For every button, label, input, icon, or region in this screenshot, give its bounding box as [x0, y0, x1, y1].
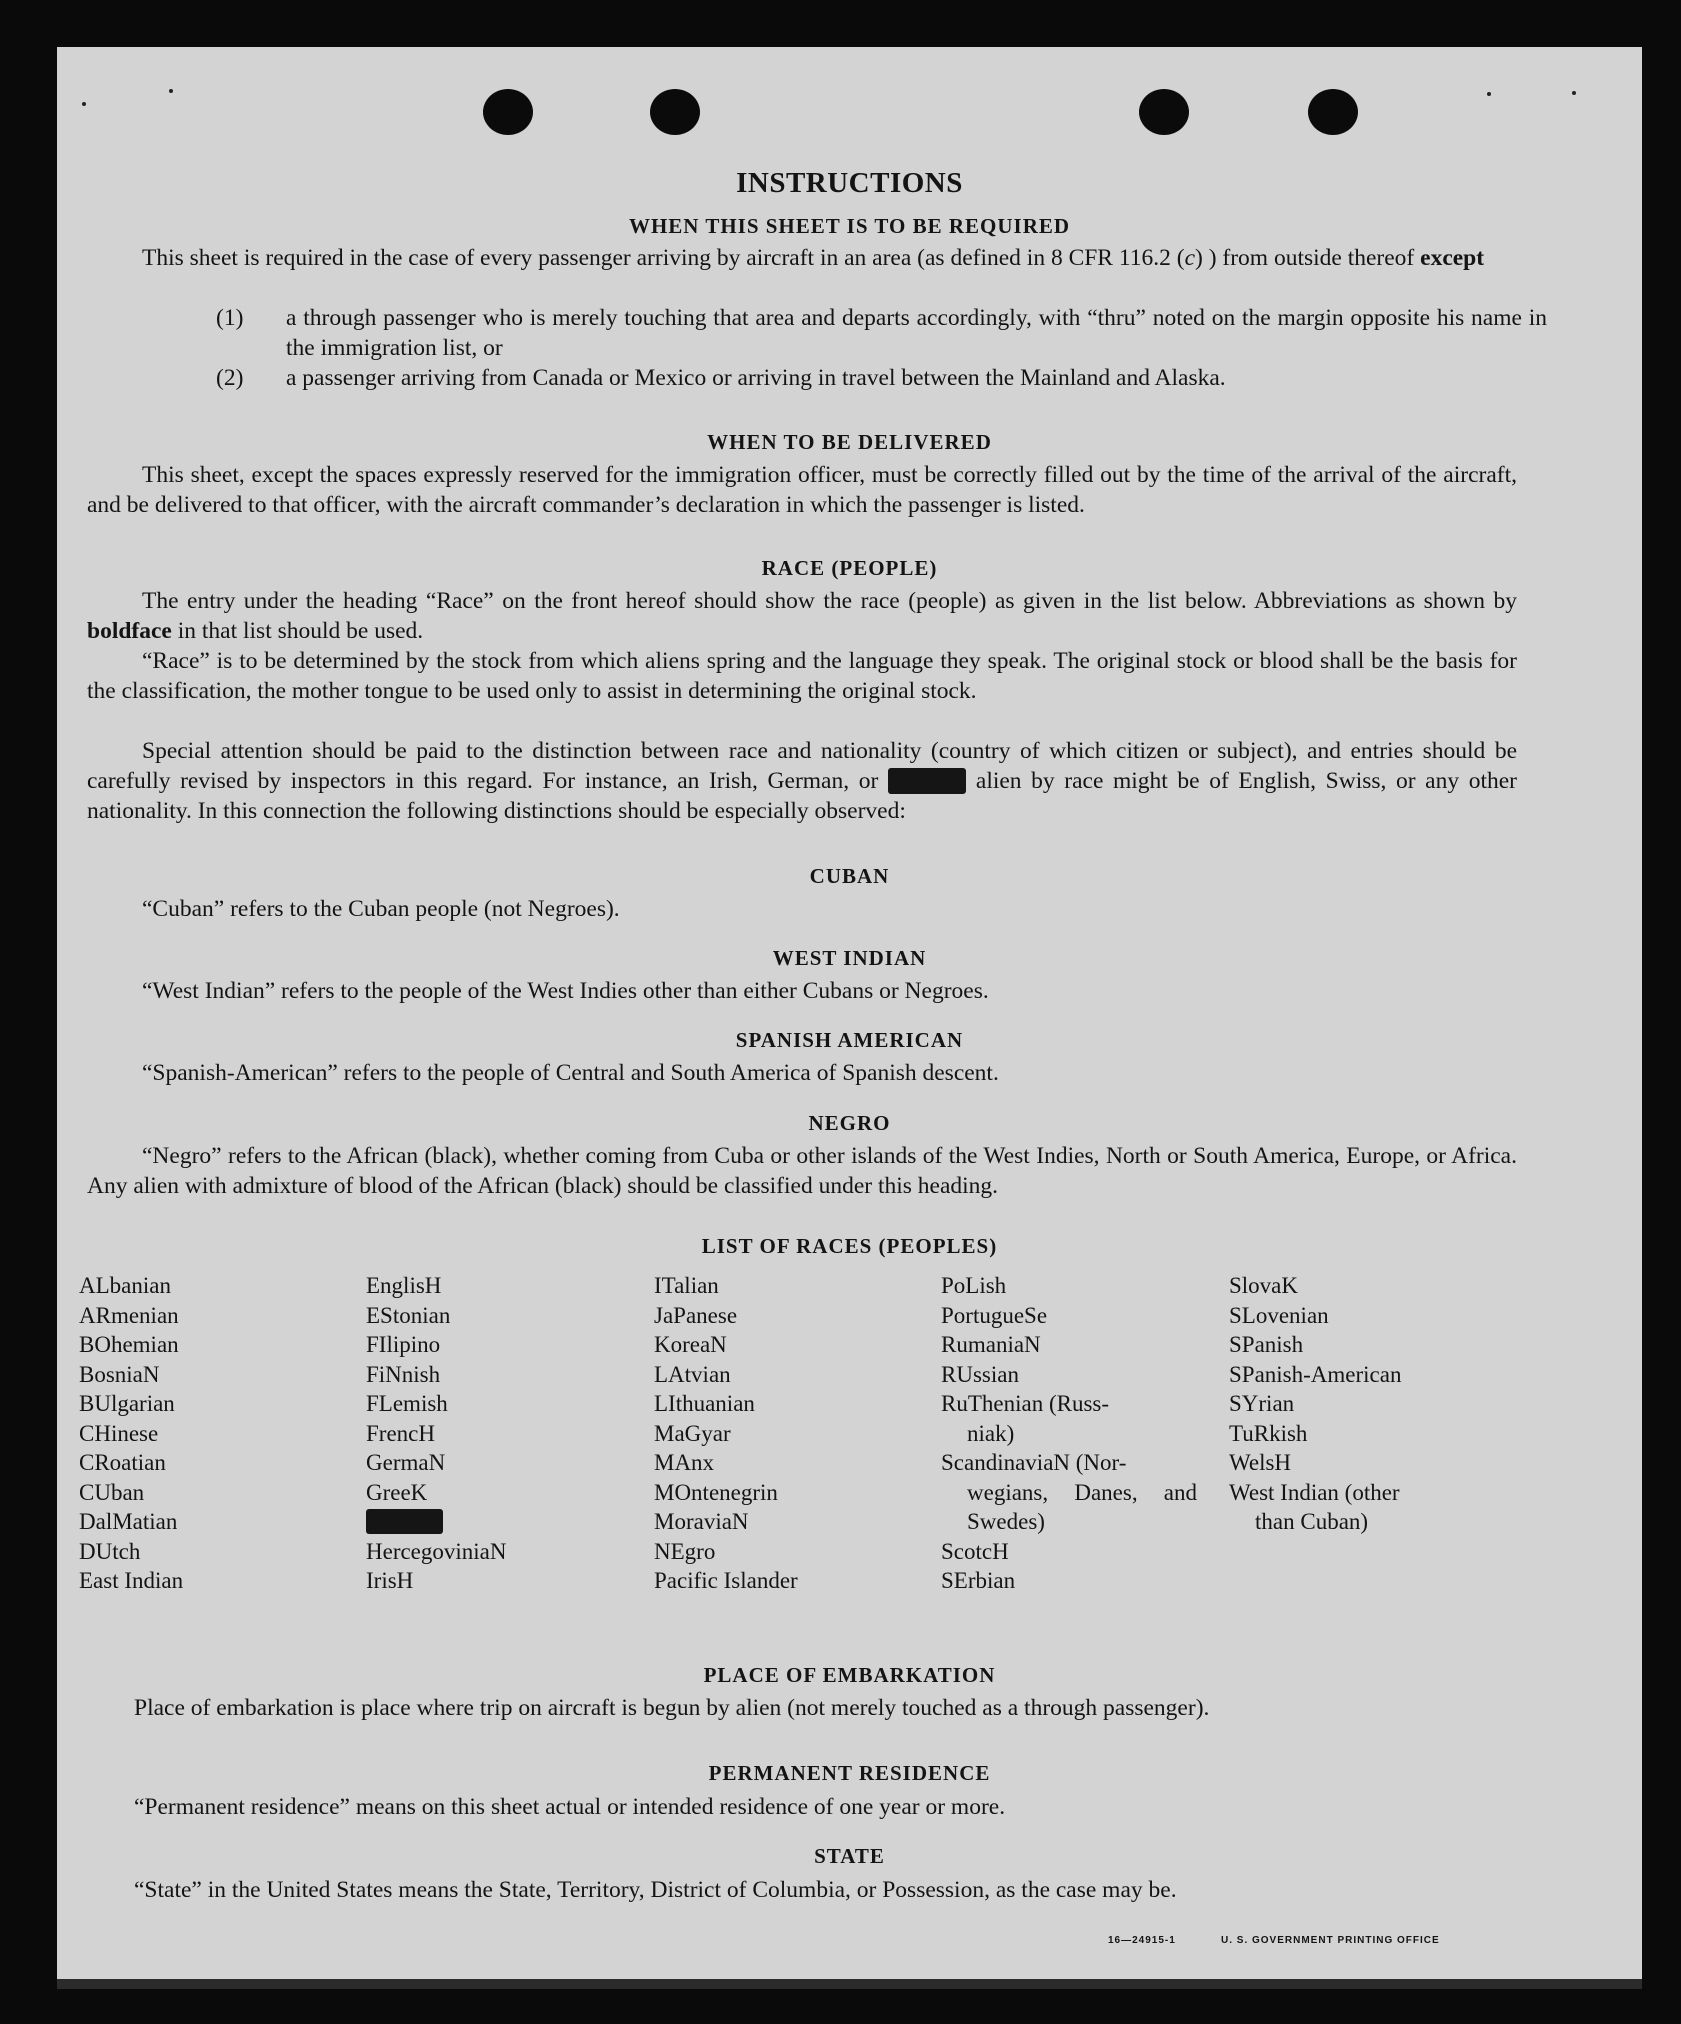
- heading-list-of-races: LIST OF RACES (PEOPLES): [701, 1234, 998, 1258]
- document-sheet: [57, 47, 1642, 1979]
- state-text: “State” in the United States means the State, Territory, District of Columbia, or Possession, as the case may be.: [134, 1877, 1177, 1903]
- race-entry: MOntenegrin: [654, 1479, 778, 1505]
- race-entry: PoLish: [941, 1273, 1007, 1298]
- race-entry: DalMatian: [79, 1509, 178, 1534]
- punch-hole: [1139, 89, 1189, 135]
- race-entry: PortugueSe: [941, 1302, 1048, 1328]
- punch-hole: [483, 89, 533, 135]
- races-column-5: [1229, 1271, 1529, 1537]
- race-entry: East Indian: [79, 1568, 184, 1593]
- heading-race: RACE (PEOPLE): [761, 556, 938, 580]
- races-column-1: [79, 1271, 359, 1596]
- race-entry: GreeK: [366, 1479, 428, 1505]
- race-entry: FrencH: [366, 1420, 435, 1446]
- race-entry: SPanish-American: [1229, 1361, 1402, 1387]
- form-number: 16—24915-1: [1108, 1935, 1176, 1946]
- race-entry: ARmenian: [79, 1302, 179, 1328]
- race-entry: SErbian: [941, 1568, 1016, 1593]
- race-entry: ALbanian: [79, 1273, 171, 1298]
- races-column-2: [366, 1271, 646, 1596]
- race-entry: SLovenian: [1229, 1302, 1329, 1328]
- speck: [82, 102, 86, 106]
- punch-hole: [650, 89, 700, 135]
- sheet-edge-shadow: [57, 1979, 1642, 1989]
- race-entry: HercegoviniaN: [366, 1538, 507, 1564]
- heading-when-delivered: WHEN TO BE DELIVERED: [707, 430, 992, 454]
- heading-cuban: CUBAN: [809, 864, 890, 888]
- embarkation-text: Place of embarkation is place where trip on aircraft is begun by alien (not merely touched as a through passenger).: [134, 1695, 1210, 1721]
- race-entry: West Indian (other: [1229, 1479, 1400, 1505]
- race-entry: EStonian: [366, 1302, 451, 1328]
- race-entry: MAnx: [654, 1450, 715, 1475]
- race-entry: KoreaN: [654, 1332, 727, 1357]
- races-column-4: [941, 1271, 1197, 1596]
- race-entry-continuation: niak): [967, 1420, 1015, 1446]
- race-entry: FLemish: [366, 1391, 448, 1416]
- cuban-text: “Cuban” refers to the Cuban people (not Negroes).: [142, 896, 620, 922]
- race-entry-continuation: than Cuban): [1255, 1509, 1369, 1534]
- race-entry: ScandinaviaN (Nor-: [941, 1450, 1127, 1475]
- race-entry: MaGyar: [654, 1420, 731, 1446]
- speck: [1487, 92, 1491, 96]
- race-entry: ScotcH: [941, 1538, 1009, 1564]
- race-entry: IrisH: [366, 1568, 414, 1593]
- redacted-word: [888, 768, 966, 794]
- spanish-american-text: “Spanish-American” refers to the people of Central and South America of Spanish descent.: [142, 1060, 999, 1086]
- race-entry: CRoatian: [79, 1450, 166, 1475]
- heading-spanish-american: SPANISH AMERICAN: [735, 1028, 964, 1052]
- speck: [1572, 91, 1576, 95]
- speck: [169, 89, 173, 93]
- exception-item-1: (1) a through passenger who is merely touching that area and departs accordingly, with “thru” noted on the margin opposite his name in the immigration list, or: [216, 305, 1547, 361]
- heading-state: STATE: [814, 1844, 885, 1868]
- race-entry: LIthuanian: [654, 1391, 755, 1416]
- race-entry: FIlipino: [366, 1332, 441, 1357]
- race-entry-continuation: wegians, Danes, and Swedes): [967, 1479, 1197, 1534]
- race-entry: TuRkish: [1229, 1420, 1308, 1446]
- race-paragraph-2: “Race” is to be determined by the stock from which aliens spring and the language they speak. The original stock or blood shall be the basis for the classification, the mother tongue to be used only to assist in determining the original stock.: [87, 648, 1517, 704]
- race-entry: ITalian: [654, 1273, 719, 1298]
- race-entry: CUban: [79, 1479, 145, 1505]
- race-entry: CHinese: [79, 1420, 159, 1446]
- race-entry: JaPanese: [654, 1302, 738, 1328]
- race-entry: RumaniaN: [941, 1332, 1041, 1357]
- race-entry: BOhemian: [79, 1332, 179, 1357]
- negro-text: “Negro” refers to the African (black), whether coming from Cuba or other islands of the West Indies, North or South America, Europe, or Africa. Any alien with admixture of blood of the African (black) should be classified under this heading.: [87, 1143, 1517, 1199]
- race-entry: BosniaN: [79, 1361, 160, 1387]
- race-entry: SPanish: [1229, 1332, 1304, 1357]
- race-paragraph-3: Special attention should be paid to the distinction between race and nationality (country of which citizen or subject), and entries should be carefully revised by inspectors in this regard. For instance, an Irish, German, or alien by race might be of English, Swiss, or any other nationality. In this connection the following distinctions should be especially observed:: [87, 738, 1517, 824]
- heading-embarkation: PLACE OF EMBARKATION: [703, 1663, 996, 1687]
- printer-credit: U. S. GOVERNMENT PRINTING OFFICE: [1221, 1935, 1440, 1946]
- race-entry: RUssian: [941, 1361, 1019, 1387]
- punch-hole: [1308, 89, 1358, 135]
- race-entry: GermaN: [366, 1450, 446, 1475]
- race-entry: WelsH: [1229, 1450, 1292, 1475]
- race-entry: FiNnish: [366, 1361, 441, 1387]
- heading-when-required: WHEN THIS SHEET IS TO BE REQUIRED: [628, 214, 1071, 238]
- race-entry: SlovaK: [1229, 1273, 1298, 1298]
- race-entry: Pacific Islander: [654, 1568, 798, 1593]
- when-required-intro: This sheet is required in the case of every passenger arriving by aircraft in an area (as defined in 8 CFR 116.2 (c) ) from outside thereof except: [142, 245, 1485, 271]
- race-paragraph-1: The entry under the heading “Race” on the front hereof should show the race (people) as given in the list below. Abbreviations as shown by boldface in that list should be used.: [87, 588, 1517, 644]
- when-delivered-text: This sheet, except the spaces expressly reserved for the immigration officer, must be correctly filled out by the time of the arrival of the aircraft, and be delivered to that officer, with the aircraft commander’s declaration in which the passenger is listed.: [87, 462, 1517, 518]
- race-entry-redacted: [366, 1507, 646, 1537]
- race-entry: EnglisH: [366, 1273, 442, 1298]
- exception-item-2: (2) a passenger arriving from Canada or Mexico or arriving in travel between the Mainland and Alaska.: [216, 365, 1226, 391]
- heading-negro: NEGRO: [808, 1111, 891, 1135]
- race-entry: RuThenian (Russ-: [941, 1391, 1110, 1416]
- race-entry: BUlgarian: [79, 1391, 175, 1416]
- heading-west-indian: WEST INDIAN: [772, 946, 927, 970]
- west-indian-text: “West Indian” refers to the people of the West Indies other than either Cubans or Negroes.: [142, 978, 989, 1004]
- race-entry: DUtch: [79, 1538, 141, 1564]
- heading-residence: PERMANENT RESIDENCE: [708, 1761, 991, 1785]
- race-entry: LAtvian: [654, 1361, 731, 1387]
- race-entry: MoraviaN: [654, 1509, 749, 1534]
- residence-text: “Permanent residence” means on this sheet actual or intended residence of one year or more.: [134, 1794, 1006, 1820]
- race-entry: SYrian: [1229, 1391, 1295, 1416]
- races-column-3: [654, 1271, 934, 1596]
- redacted-word: [366, 1509, 443, 1534]
- page-title: INSTRUCTIONS: [736, 167, 963, 199]
- race-entry: NEgro: [654, 1538, 716, 1564]
